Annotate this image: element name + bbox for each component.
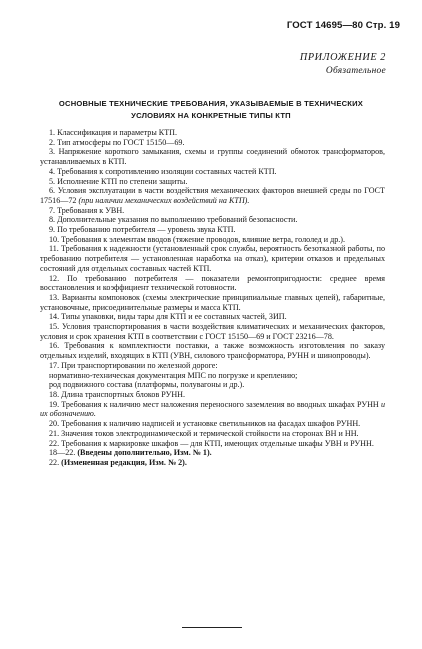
amendment-note-2-text: (Измененная редакция, Изм. № 2). [61,457,187,467]
list-item-4: 4. Требования к сопротивлению изоляции составных частей КТП. [49,166,277,176]
amendment-note-2-range: 22. [49,457,60,467]
list-item-3: 3. Напряжение короткого замыкания, схемы и группы соединений обмоток трансформаторов, устанавливаемых в КТП. [40,147,385,167]
list-item-19-italic-note: и их обозначению. [40,399,385,419]
list-item-20: 20. Требования к наличию надписей и установке светильников на фасадах шкафов РУНН. [49,419,361,429]
closing-rule [182,627,242,628]
appendix-title: ПРИЛОЖЕНИЕ 2 [299,52,386,63]
appendix-note: Обязательное [325,66,386,76]
list-item-19-text: 19. Требования к наличию мест наложения переносного заземления во вводных шкафах РУНН [49,399,379,409]
list-item-19 [40,400,385,419]
list-item-10: 10. Требования к элементам вводов (тяжение проводов, влияние ветра, гололед и др.). [49,234,346,244]
list-item-7: 7. Требования к УВН. [49,205,125,215]
list-item-17: 17. При транспортировании по железной дороге: [49,360,218,370]
list-item-17-subitem-1: нормативно-техническая документация МПС по погрузке и креплению; [49,370,298,380]
list-item-6-text: 6. Условия эксплуатации в части воздействия механических факторов внешней среды по ГОСТ 17516—72 [40,186,385,205]
list-item-17-subitem-2: род подвижного состава (платформы, полувагоны и др.). [49,380,245,390]
amendment-note-1 [40,448,385,458]
list-item-18: 18. Длина транспортных блоков РУНН. [49,389,186,399]
section-title [30,98,392,122]
list-item-12: 12. По требованию потребителя — показатели ремонтопригодности: среднее время восстановления и коэффициент технической готовности. [40,273,385,293]
list-item-11: 11. Требования к надежности (установленный срок службы, вероятность безотказной работы, по требованию потребителя — установленная наработка на отказ), критерии отказов и предельных состояний для отдельных составных частей КТП. [40,244,385,273]
list-item-14: 14. Типы упаковки, виды тары для КТП и ее составных частей, ЗИП. [49,312,287,322]
section-title-line-1: ОСНОВНЫЕ ТЕХНИЧЕСКИЕ ТРЕБОВАНИЯ, УКАЗЫВАЕМЫЕ В ТЕХНИЧЕСКИХ [58,99,364,108]
list-item-9: 9. По требованию потребителя — уровень звука КТП. [49,225,236,235]
list-item-1: 1. Классификация и параметры КТП. [49,128,178,137]
list-item-22: 22. Требования к маркировке шкафов — для КТП, имеющих отдельные шкафы УВН и РУНН. [49,438,374,448]
list-item-15: 15. Условия транспортирования в части воздействия климатических и механических факторов, условия и срок хранения КТП в соответствии с ГОСТ 15150—69 и ГОСТ 23216—78. [40,322,385,341]
amendment-note-2 [40,458,385,468]
page-header: ГОСТ 14695—80 Стр. 19 [286,20,400,31]
list-item-5: 5. Исполнение КТП по степени защиты. [49,176,188,186]
list-item-16: 16. Требования к комплектности поставки, а также возможность изготовления по заказу отдельных изделий, входящих в КТП (УВН, силового трансформатора, РУНН и шинопроводы). [40,341,385,361]
list-item-6 [40,186,385,205]
amendment-note-1-text: (Введены дополнительно, Изм. № 1). [77,448,212,458]
section-title-line-2: УСЛОВИЯХ НА КОНКРЕТНЫЕ ТИПЫ КТП [131,111,291,120]
requirements-list [40,128,385,468]
amendment-note-1-range: 18—22. [49,448,76,458]
list-item-21: 21. Значения токов электродинамической и термической стойкости на сторонах ВН и НН. [49,428,359,438]
list-item-8: 8. Дополнительные указания по выполнению требований безопасности. [49,215,298,225]
list-item-6-italic-note: (при наличии механических воздействий на КТП). [78,195,250,205]
list-item-13: 13. Варианты компоновок (схемы электрические принципиальные главных цепей), габаритные, установочные, присоединительные размеры и масса КТП. [40,292,385,312]
list-item-2: 2. Тип атмосферы по ГОСТ 15150—69. [49,137,185,147]
